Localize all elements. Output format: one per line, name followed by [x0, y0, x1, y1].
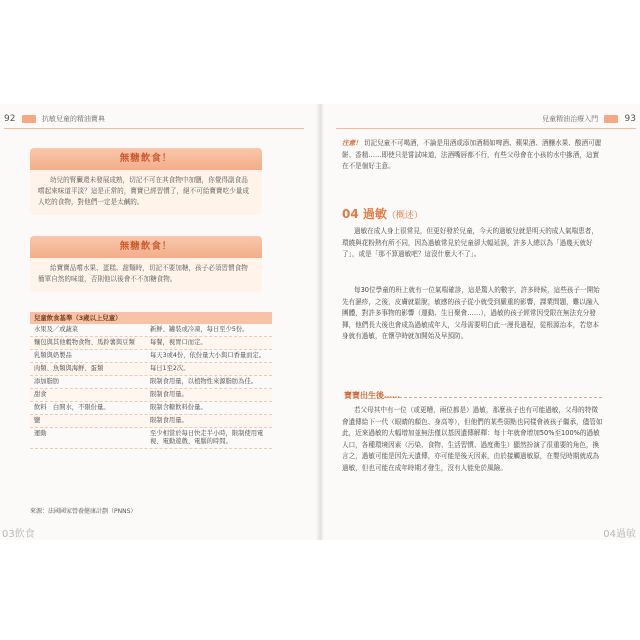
- header-rule: [4, 128, 304, 129]
- table-row: [30, 428, 272, 449]
- left-page-number: 92: [4, 114, 16, 124]
- diet-guideline-table: [30, 312, 272, 449]
- table-row: [30, 324, 272, 337]
- left-footer-chapter: 03飲食: [2, 529, 35, 540]
- table-row: [30, 376, 272, 389]
- right-running-header: [336, 112, 636, 126]
- diet-item: 肉類、魚類與海鮮、蛋類: [34, 365, 104, 372]
- left-page: [0, 104, 318, 540]
- note-box-1: [30, 148, 262, 215]
- header-accent-bar: [22, 115, 36, 123]
- section-title: [342, 205, 423, 222]
- left-running-header: [4, 112, 304, 126]
- diet-item: 飲料 白開水，不限份量。: [34, 404, 110, 411]
- right-running-head-text: 兒童精油治療入門: [542, 115, 599, 123]
- attention-tag: 注意！: [342, 139, 362, 147]
- diet-guide: 限制食用量。: [150, 391, 188, 398]
- table-row: [30, 350, 272, 363]
- diet-item: 鹽: [34, 417, 41, 424]
- table-row: [30, 415, 272, 428]
- diet-guide: 限制含糖飲料份量。: [150, 404, 207, 411]
- note-box-2-title: 無糖飲食！: [30, 236, 262, 258]
- body-paragraph-3: 若父母其中有一位（或更糟，兩位都是）過敏，那麼孩子也有可能過敏，父母的特徵會遺傳給下一代（眼睛的顏色、身高等），但他們的某些弱點也同樣會被孩子繼承，儘管如此，近來過敏的大幅增加並無法僅以基因遺傳解釋：每十年就會增加50%至100%的過敏人口，各種環境因素（污染、食物、生活習慣、過度衛生）顯然扮演了很重要的角色，換言之，過敏可能是因先天遺傳，亦可能是後天因素，由於接觸過敏原，在嬰兒時期就成為過敏，但也可能在成年時期才發生，沒有人能免於風險。: [342, 406, 603, 472]
- book-spread: [0, 104, 640, 540]
- section-title-text: 04 過敏: [342, 207, 387, 221]
- diet-item: 甜食: [34, 391, 47, 398]
- diet-guide: 每天3或4份，依份量大小與口香量而定。: [150, 352, 266, 359]
- table-source-note: 來源：法國國家營養健康計劃（PNNS）: [30, 508, 137, 515]
- diet-item: 水果及／或蔬菜: [34, 326, 79, 333]
- diet-guide: 限制食用量，以植物性來源脂肪為佳。: [150, 378, 258, 385]
- diet-guide: 限制食用量。: [150, 417, 188, 424]
- table-row: [30, 337, 272, 350]
- right-page: [322, 104, 640, 540]
- header-accent-bar: [604, 115, 618, 123]
- body-paragraph-2: 每30位學童的班上就有一位氣喘確診，這是驚人的數字，許多時候，這些孩子一開始先有濕疹，之後，皮膚就鬆脫，敏感的孩子從小就受到嚴重的影響，課業問題，難以融入團體，對許多事物的影響（運動、生日聚會……），過敏的孩子經常因受限在無法充分發揮，他們長大後也會成為過敏成年人，父母需要明白此一漫長過程，從根源治本，若您本身就有過敏，在懷孕時就加開始及早預防。: [342, 286, 600, 340]
- subheading: 寶寶出生後……: [344, 391, 400, 400]
- header-rule: [336, 128, 636, 129]
- diet-guide: 至少相當於每日快走半小時，限制使用電視、電動遊戲、電腦的時間。: [150, 430, 264, 445]
- diet-item: 麵包與其他穀物食物、馬鈴薯與豆類: [34, 339, 135, 346]
- table-row: [30, 389, 272, 402]
- attention-text: 切記兒童不可喝酒，不論是用酒或添加酒精如啤酒、蘋果酒、酒釀水果、酸酒可麗餅、香精……即使只是嘗試味道，法酒嘴唇都不行，有些父母會在小孩的水中摻酒，這實在不是個好主意。: [342, 139, 602, 170]
- note-box-1-text: 幼兒的腎臟還未發展成熟，切記不可在其食物中加鹽，你覺得副食品嚐起來味道平淡？這是正常的，寶寶已經習慣了，絕不可給寶寶吃少量成人吃的食物，對他們一定是太鹹的。: [38, 176, 249, 206]
- subheading-dashed-rule: [384, 397, 602, 398]
- attention-paragraph: [342, 138, 604, 173]
- diet-table-title: 兒童飲食基準（3歲以上兒童）: [30, 312, 272, 324]
- table-row: [30, 363, 272, 376]
- section-subtitle: （概述）: [386, 211, 423, 221]
- diet-guide: 每餐，視胃口而定。: [150, 339, 207, 346]
- note-box-2: [30, 236, 262, 292]
- note-box-1-title: 無糖飲食！: [30, 148, 262, 170]
- diet-guide: 每日1至2次。: [150, 365, 190, 372]
- diet-guide: 新鮮、罐裝或冷凍，每日至少5份。: [150, 326, 249, 333]
- table-row: [30, 402, 272, 415]
- note-box-2-text: 給寶寶品嚐水果、蛋糕、甜麵時，切記不要加糖，孩子必須習慣食物簡單自然的味道，否則他以後會不不加糖食物。: [38, 264, 248, 283]
- body-paragraph-1: 過敏在成人身上很常見，但更好發於兒童，今天的過敏兒就是明天的成人氣喘患者，環繞與花粉熱有所不同，因為過敏常見於兒童卻大幅延誤，許多人總以為「過幾天就好了」，或是「那不算過敏吧？這沒什麼大不了」。: [342, 227, 598, 258]
- diet-item: 運動: [34, 430, 47, 437]
- right-footer-chapter: 04過敏: [603, 529, 636, 540]
- left-running-head-text: 抗敏兒童的精油寶典: [41, 115, 105, 123]
- right-page-number: 93: [624, 114, 636, 124]
- diet-item: 添加脂肪: [34, 378, 60, 385]
- diet-item: 乳類與奶製品: [34, 352, 72, 359]
